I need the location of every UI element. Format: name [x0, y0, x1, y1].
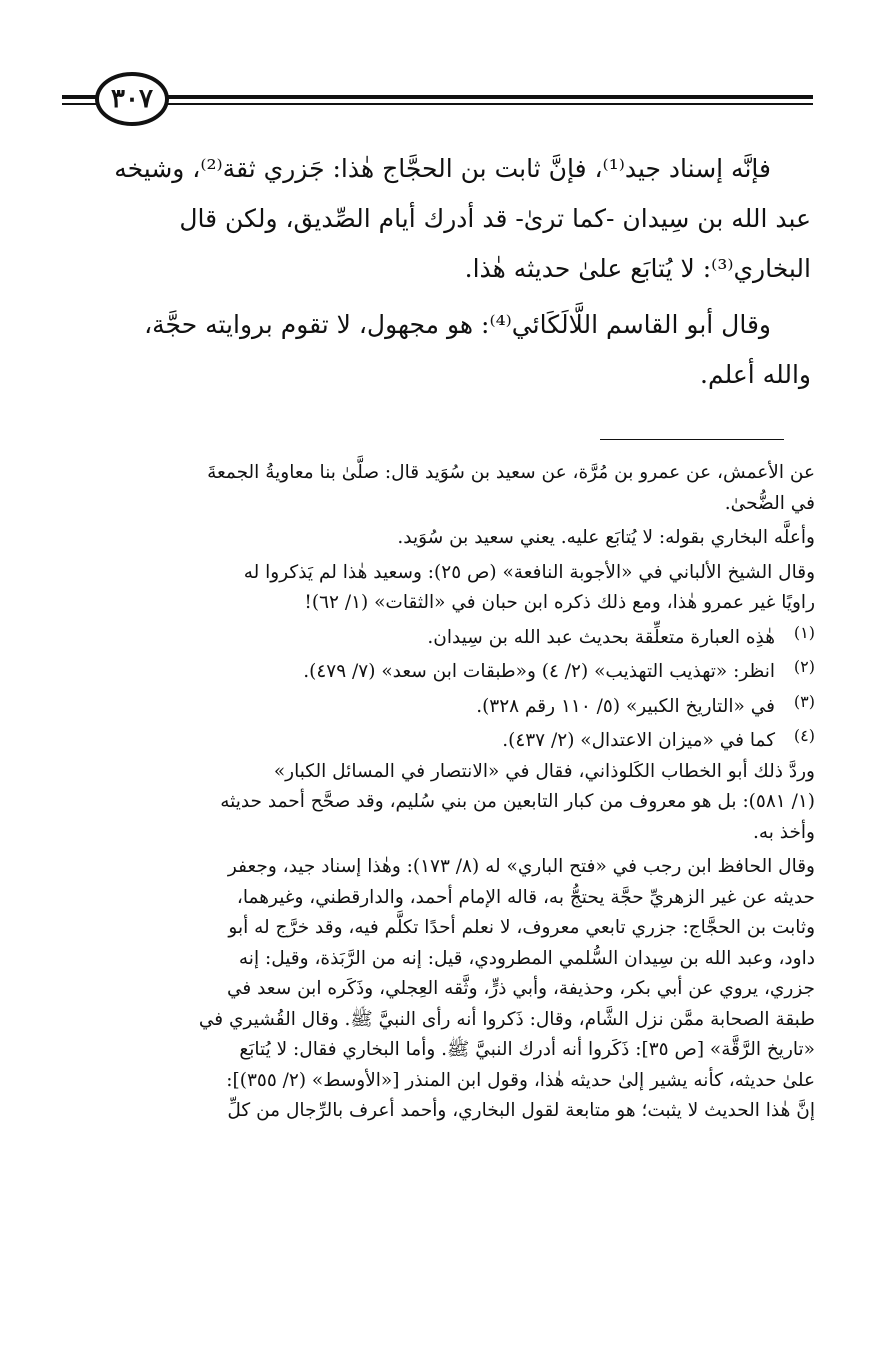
- footnote-text: في «التاريخ الكبير» (٥/ ١١٠ رقم ٣٢٨).: [476, 695, 775, 717]
- footnote-line: عن الأعمش، عن عمرو بن مُرَّة، عن سعيد بن سُوَيد قال: صلَّىٰ بنا معاويةُ الجمعةَ: [207, 462, 815, 483]
- footnote-line: وأخذ به.: [752, 821, 815, 843]
- footnote-line: وردَّ ذلك أبو الخطاب الكَلوذاني، فقال في «الانتصار في المسائل الكبار»: [273, 760, 815, 782]
- footnote-line: علىٰ حديثه، كأنه يشير إلىٰ حديثه هٰذا، وقول ابن المنذر [«الأوسط» (٢/ ٣٥٥)]:: [226, 1069, 815, 1091]
- footnote-line: (١/ ٥٨١): بل هو معروف من كبار التابعين من بني سُليم، وقد صحَّح أحمد حديثه: [220, 791, 815, 812]
- footnote-line: إنَّ هٰذا الحديث لا يثبت؛ هو متابعة لقول البخاري، وأحمد أعرف بالرِّجال من كلِّ: [227, 1100, 815, 1121]
- page-number: ٣٠٧: [95, 72, 169, 126]
- footnote-line: جزري، يروي عن أبي بكر، وحذيفة، وأبي ذرٍّ، وثَّقه العِجلي، وذَكَره ابن سعد في: [226, 978, 815, 999]
- footnote-line: وأعلَّه البخاري بقوله: لا يُتابَع عليه. يعني سعيد بن سُوَيد.: [397, 527, 815, 548]
- main-line: والله أعلم.: [700, 360, 811, 389]
- footnote-text: انظر: «تهذيب التهذيب» (٢/ ٤) و«طبقات ابن سعد» (٧/ ٤٧٩).: [303, 661, 775, 682]
- main-line: البخاري⁽³⁾: لا يُتابَع علىٰ حديثه هٰذا.: [464, 254, 811, 283]
- footnote-item: [58, 623, 815, 654]
- footnote-item: [58, 657, 815, 688]
- footnote-number: (٢): [793, 657, 815, 676]
- footnote-line: وقال الحافظ ابن رجب في «فتح الباري» له (٨/ ١٧٣): وهٰذا إسناد جيد، وجعفر: [227, 856, 815, 877]
- footnote-line: حديثه عن غير الزهريِّ حجَّة يحتجُّ به، قاله الإمام أحمد، والدارقطني، وغيرهما،: [236, 886, 815, 908]
- footnote-number: (٣): [793, 691, 815, 711]
- footnote-line: راويًا غير عمرو هٰذا، ومع ذلك ذكره ابن حبان في «الثقات» (١/ ٦٢)!: [304, 592, 815, 613]
- footnotes: [58, 458, 815, 1127]
- footnote-text: كما في «ميزان الاعتدال» (٢/ ٤٣٧).: [502, 730, 775, 751]
- footnote-line: في الضُّحىٰ.: [724, 492, 815, 514]
- footnote-number: (١): [793, 622, 815, 642]
- main-line: وقال أبو القاسم اللَّالَكَائي⁽⁴⁾: هو مجهول، لا تقوم بروايته حجَّة،: [144, 310, 771, 339]
- footnote-number: (٤): [793, 726, 815, 745]
- footnote-line: وقال الشيخ الألباني في «الأجوبة النافعة» (ص ٢٥): وسعيد هٰذا لم يَذكروا له: [243, 561, 815, 583]
- footnote-line: طبقة الصحابة ممَّن نزل الشَّام، وقال: ذَكروا أنه رأى النبيَّ ﷺ. وقال القُشيري في: [198, 1008, 815, 1030]
- header-rule-thin: [62, 103, 813, 105]
- footnote-item: [58, 726, 815, 757]
- footnote-text: هٰذِه العبارة متعلِّقة بحديث عبد الله بن سِيدان.: [427, 626, 775, 648]
- main-line: فإنَّه إسناد جيد⁽¹⁾، فإنَّ ثابت بن الحجَّاج هٰذا: جَزري ثقة⁽²⁾، وشيخه: [114, 154, 771, 183]
- footnote-line: داود، وعبد الله بن سِيدان السُّلمي المطرودي، قيل: إنه من الرَّبَذة، وقيل: إنه: [238, 947, 815, 969]
- main-text: [59, 144, 811, 400]
- footnote-line: «تاريخ الرَّقَّة» [ص ٣٥]: ذَكَروا أنه أدرك النبيَّ ﷺ. وأما البخاري فقال: لا يُتابَع: [239, 1039, 815, 1060]
- footnote-item: [58, 692, 815, 723]
- footnote-separator: [600, 439, 784, 440]
- footnote-line: وثابت بن الحجَّاج: جزري تابعي معروف، لا نعلم أحدًا تكلَّم فيه، وقد خرَّج له أبو: [228, 917, 815, 938]
- header-rule: [62, 95, 813, 99]
- main-line: عبد الله بن سِيدان -كما ترىٰ- قد أدرك أيام الصِّديق، ولكن قال: [179, 204, 811, 233]
